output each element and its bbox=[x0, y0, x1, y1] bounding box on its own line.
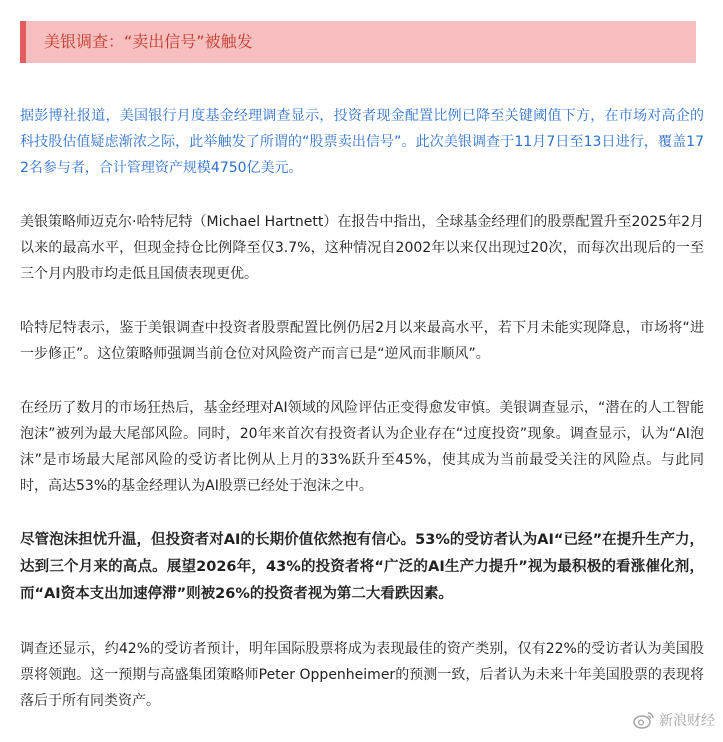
lead-paragraph: 据彭博社报道，美国银行月度基金经理调查显示，投资者现金配置比例已降至关键阈值下方，在市场对高企的科技股估值疑虑渐浓之际，此举触发了所谓的“股票卖出信号”。此次美银调查于11月7日至13日进行，覆盖172名参与者，合计管理资产规模4750亿美元。 bbox=[20, 108, 704, 176]
section-header bbox=[20, 21, 696, 63]
paragraph-ai-confidence: 尽管泡沫担忧升温，但投资者对AI的长期价值依然抱有信心。53%的受访者认为AI“已经”在提升生产力，达到三个月来的高点。展望2026年，43%的投资者将“广泛的AI生产力提升”视为最积极的看涨催化剂，而“AI资本支出加速停滞”则被26%的投资者视为第二大看跌因素。 bbox=[20, 532, 704, 602]
paragraph-ai-bubble-risk: 在经历了数月的市场狂热后，基金经理对AI领域的风险评估正变得愈发审慎。美银调查显示，“潜在的人工智能泡沫”被列为最大尾部风险。同时，20年来首次有投资者认为企业存在“过度投资”现象。调查显示，认为“AI泡沫”是市场最大尾部风险的受访者比例从上月的33%跃升至45%，使其成为当前最受关注的风险点。与此同时，高达53%的基金经理认为AI股票已经处于泡沫之中。 bbox=[20, 400, 704, 494]
sina-finance-watermark bbox=[633, 710, 715, 730]
paragraph-hartnett-report: 美银策略师迈克尔·哈特尼特（Michael Hartnett）在报告中指出，全球基金经理们的股票配置升至2025年2月以来的最高水平，但现金持仓比例降至仅3.7%，这种情况自2002年以来仅出现过20次，而每次出现后的一至三个月内股市均走低且国债表现更优。 bbox=[20, 214, 704, 282]
weibo-icon bbox=[633, 711, 655, 729]
article-body bbox=[20, 103, 704, 742]
paragraph-international-stocks: 调查还显示，约42%的受访者预计，明年国际股票将成为表现最佳的资产类别，仅有22%的受访者认为美国股票将领跑。这一预期与高盛集团策略师Peter Oppenheimer的预测一致，后者认为未来十年美国股票的表现将落后于所有同类资产。 bbox=[20, 641, 704, 709]
paragraph-rate-cut: 哈特尼特表示，鉴于美银调查中投资者股票配置比例仍居2月以来最高水平，若下月未能实现降息，市场将“进一步修正”。这位策略师强调当前仓位对风险资产而言已是“逆风而非顺风”。 bbox=[20, 320, 704, 362]
section-title: 美银调查：“卖出信号”被触发 bbox=[44, 32, 253, 51]
watermark-text: 新浪财经 bbox=[659, 713, 715, 729]
